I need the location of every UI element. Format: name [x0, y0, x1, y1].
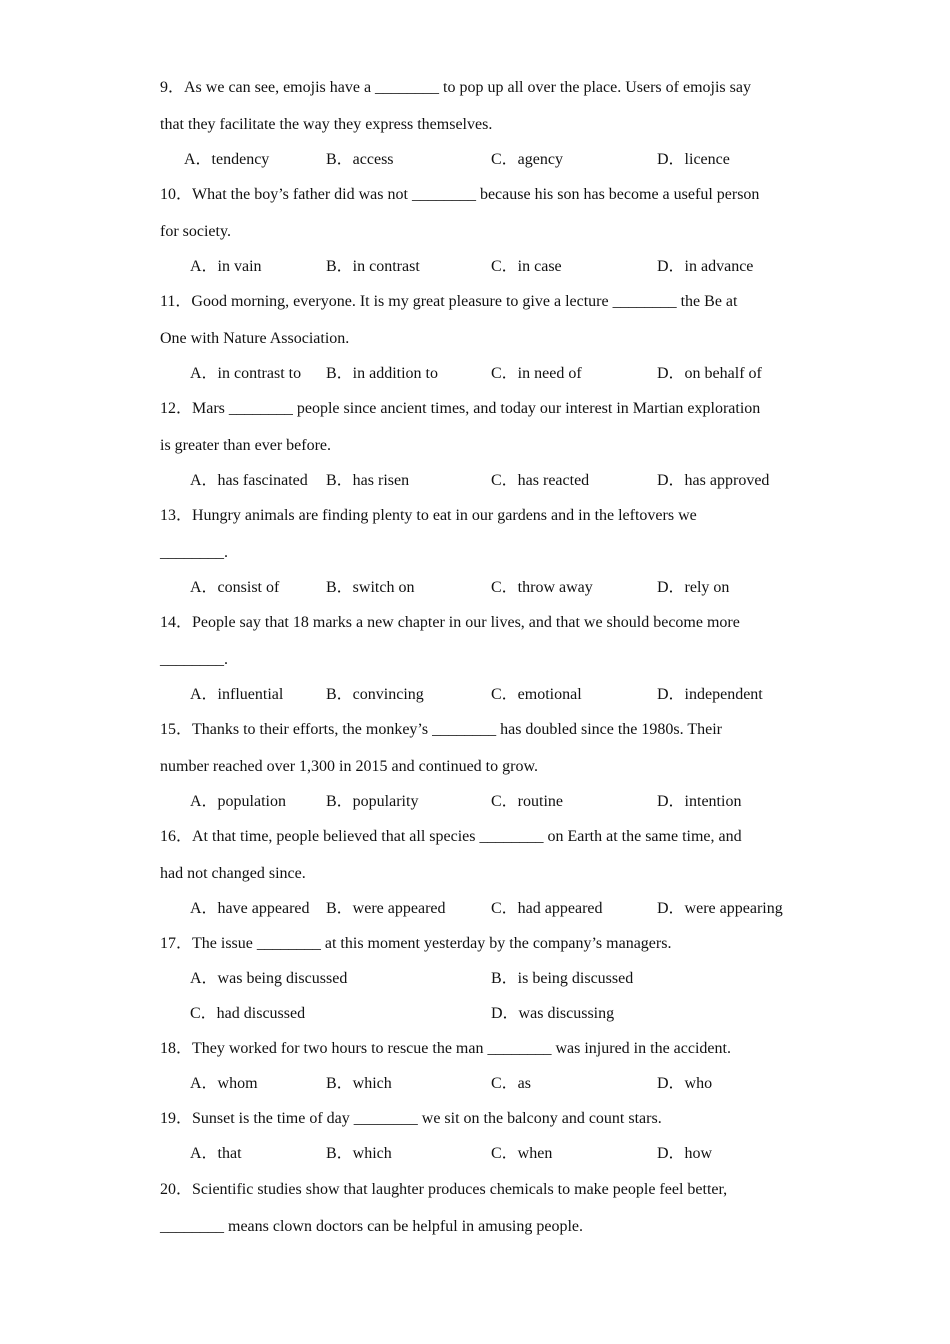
option-b: B．were appeared	[326, 900, 446, 917]
question-19-options	[0, 1144, 950, 1164]
option-b: B．switch on	[326, 579, 415, 596]
option-a: A．that	[190, 1145, 242, 1162]
option-d: D．in advance	[657, 258, 754, 275]
option-d: D．how	[657, 1145, 713, 1162]
question-17-options-row-1	[0, 969, 950, 989]
question-17-line-1: 17．The issue ________ at this moment yesterday by the company’s managers.	[160, 935, 672, 952]
question-9-line-2: that they facilitate the way they express themselves.	[160, 116, 493, 133]
option-b: B．has risen	[326, 472, 410, 489]
option-d: D．were appearing	[657, 900, 783, 917]
option-c: C．routine	[491, 793, 563, 810]
question-10-line-2: for society.	[160, 223, 231, 240]
question-20-line-2: ________ means clown doctors can be helpful in amusing people.	[160, 1218, 584, 1235]
question-15-line-1: 15．Thanks to their efforts, the monkey’s ________ has doubled since the 1980s. Their	[160, 721, 722, 738]
question-13-options	[0, 578, 950, 598]
option-b: B．convincing	[326, 686, 424, 703]
option-a: A．whom	[190, 1075, 258, 1092]
option-a: A．have appeared	[190, 900, 310, 917]
question-12-options	[0, 471, 950, 491]
option-d: D．was discussing	[491, 1005, 615, 1022]
option-a: A．tendency	[184, 151, 270, 168]
option-a: A．has fascinated	[190, 472, 308, 489]
option-a: A．population	[190, 793, 286, 810]
option-d: D．on behalf of	[657, 365, 762, 382]
option-c: C．emotional	[491, 686, 582, 703]
option-a: A．influential	[190, 686, 284, 703]
option-d: D．rely on	[657, 579, 730, 596]
option-c: C．as	[491, 1075, 532, 1092]
option-a: A．in contrast to	[190, 365, 302, 382]
question-11-line-1: 11．Good morning, everyone. It is my great pleasure to give a lecture ________ the Be at	[160, 293, 738, 310]
question-15-options	[0, 792, 950, 812]
option-d: D．has approved	[657, 472, 770, 489]
question-19-line-1: 19．Sunset is the time of day ________ we sit on the balcony and count stars.	[160, 1110, 662, 1127]
question-14-line-1: 14．People say that 18 marks a new chapter in our lives, and that we should become more	[160, 614, 740, 631]
question-20-line-1: 20．Scientific studies show that laughter produces chemicals to make people feel better,	[160, 1181, 728, 1198]
question-15-line-2: number reached over 1,300 in 2015 and continued to grow.	[160, 758, 538, 775]
question-9-options	[0, 150, 950, 170]
question-10-options	[0, 257, 950, 277]
question-16-line-1: 16．At that time, people believed that all species ________ on Earth at the same time, and	[160, 828, 742, 845]
option-c: C．throw away	[491, 579, 593, 596]
question-11-options	[0, 364, 950, 384]
question-12-line-2: is greater than ever before.	[160, 437, 332, 454]
question-17-options-row-2	[0, 1004, 950, 1024]
option-b: B．access	[326, 151, 394, 168]
option-a: A．in vain	[190, 258, 262, 275]
question-16-line-2: had not changed since.	[160, 865, 306, 882]
question-12-line-1: 12．Mars ________ people since ancient times, and today our interest in Martian exploration	[160, 400, 761, 417]
option-d: D．intention	[657, 793, 742, 810]
option-b: B．popularity	[326, 793, 419, 810]
question-18-options	[0, 1074, 950, 1094]
option-d: D．who	[657, 1075, 713, 1092]
question-14-options	[0, 685, 950, 705]
option-c: C．agency	[491, 151, 563, 168]
question-11-line-2: One with Nature Association.	[160, 330, 350, 347]
option-c: C．has reacted	[491, 472, 590, 489]
question-13-line-2: ________.	[160, 544, 228, 561]
option-b: B．in addition to	[326, 365, 439, 382]
question-13-line-1: 13．Hungry animals are finding plenty to eat in our gardens and in the leftovers we	[160, 507, 697, 524]
question-14-line-2: ________.	[160, 651, 228, 668]
option-a: A．consist of	[190, 579, 280, 596]
option-d: D．independent	[657, 686, 763, 703]
option-c: C．in need of	[491, 365, 582, 382]
option-b: B．is being discussed	[491, 970, 634, 987]
option-c: C．had discussed	[190, 1005, 306, 1022]
option-c: C．had appeared	[491, 900, 603, 917]
question-10-line-1: 10．What the boy’s father did was not ________ because his son has become a useful person	[160, 186, 760, 203]
option-b: B．in contrast	[326, 258, 420, 275]
question-9-line-1: 9．As we can see, emojis have a ________ to pop up all over the place. Users of emojis say	[160, 79, 751, 96]
option-b: B．which	[326, 1075, 392, 1092]
option-b: B．which	[326, 1145, 392, 1162]
option-d: D．licence	[657, 151, 730, 168]
question-16-options	[0, 899, 950, 919]
question-18-line-1: 18．They worked for two hours to rescue the man ________ was injured in the accident.	[160, 1040, 731, 1057]
option-a: A．was being discussed	[190, 970, 348, 987]
option-c: C．when	[491, 1145, 553, 1162]
option-c: C．in case	[491, 258, 562, 275]
